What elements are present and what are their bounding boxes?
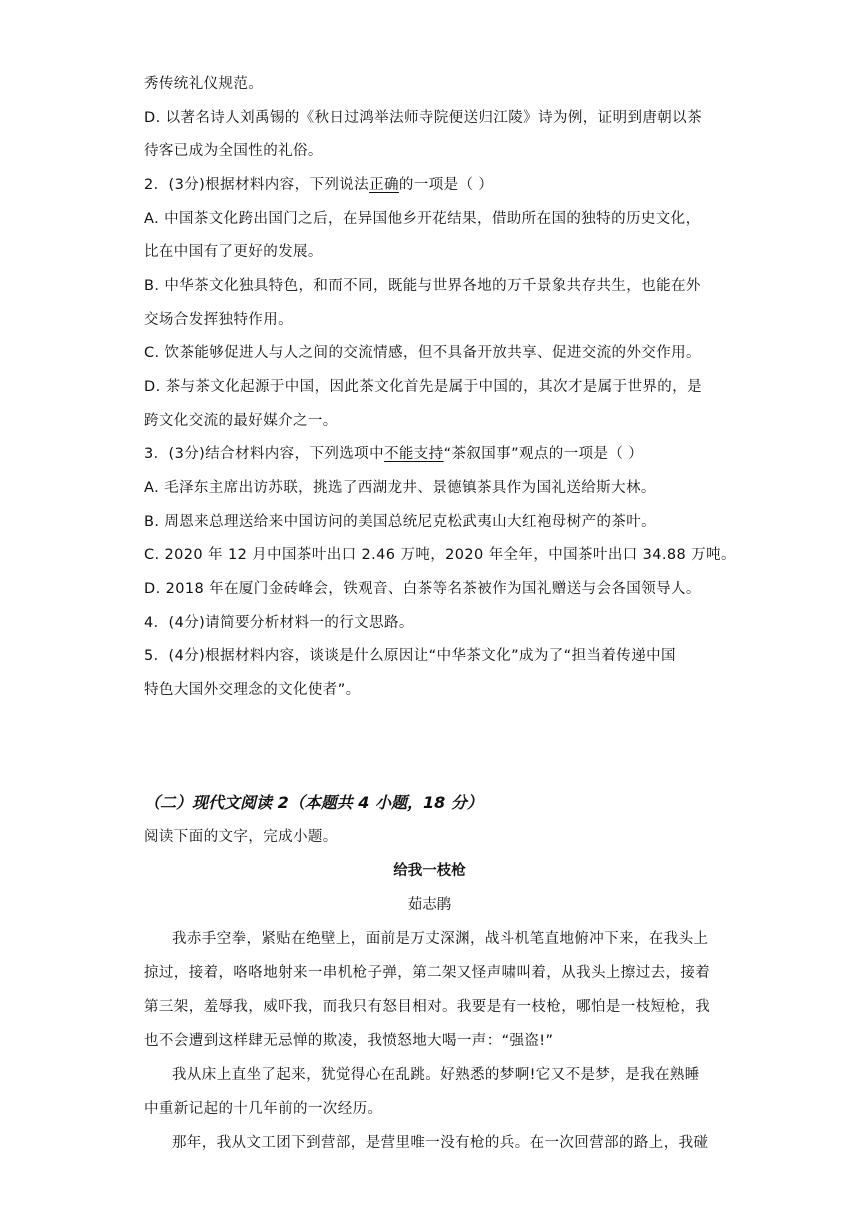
paragraph-1-line: 我赤手空拳，紧贴在绝壁上，面前是万丈深渊，战斗机笔直地俯冲下来，在我头上 [172,931,709,947]
q3-stem-underlined: 不能支持 [383,446,444,462]
q2-stem-suffix: 的一项是（ ） [398,177,494,193]
q2-stem-prefix: 2．(3分)根据材料内容，下列说法 [144,177,370,193]
section-heading: （二）现代文阅读 2（本题共 4 小题，18 分） [144,793,483,812]
q2-option-d-line1: D. 茶与茶文化起源于中国，因此茶文化首先是属于中国的，其次才是属于世界的，是 [144,379,702,395]
q3-stem-prefix: 3．(3分)结合材料内容，下列选项中 [144,446,384,462]
q2-stem [144,175,493,195]
q5-stem-line1: 5．(4分)根据材料内容，谈谈是什么原因让“中华茶文化”成为了“担当着传递中国 [144,648,676,664]
q2-option-a-line2: 比在中国有了更好的发展。 [144,244,323,260]
q2-option-b-line2: 交场合发挥独特作用。 [144,312,293,328]
q1-option-d-line2: 待客已成为全国性的礼俗。 [144,143,323,159]
q3-stem-suffix: “茶叙国事”观点的一项是（ ） [443,446,644,462]
paragraph-1-line: 也不会遭到这样肆无忌惮的欺凌，我愤怒地大喝一声：“强盗!” [144,1033,554,1049]
q4-stem: 4．(4分)请简要分析材料一的行文思路。 [144,615,414,631]
q2-option-b-line1: B. 中华茶文化独具特色，和而不同，既能与世界各地的万千景象共存共生，也能在外 [144,278,701,294]
reading-instruction: 阅读下面的文字，完成小题。 [144,829,338,845]
paragraph-1-line: 第三架，羞辱我，威吓我，而我只有怒目相对。我要是有一枝枪，哪怕是一枝短枪，我 [144,999,711,1015]
q2-stem-underlined: 正确 [369,177,399,193]
article-title: 给我一枝枪 [393,863,466,879]
article-author: 茹志鹃 [407,897,452,913]
q3-option-b: B. 周恩来总理送给来中国访问的美国总统尼克松武夷山大红袍母树产的茶叶。 [144,514,657,530]
paragraph-3-line: 那年，我从文工团下到营部，是营里唯一没有枪的兵。在一次回营部的路上，我碰 [172,1135,709,1151]
paragraph-2-line: 中重新记起的十几年前的一次经历。 [144,1101,383,1117]
q1-option-c-continuation: 秀传统礼仪规范。 [144,76,264,92]
q3-option-d: D. 2018 年在厦门金砖峰会，铁观音、白茶等名茶被作为国礼赠送与会各国领导人。 [144,581,701,597]
q2-option-c: C. 饮茶能够促进人与人之间的交流情感，但不具备开放共享、促进交流的外交作用。 [144,345,701,361]
q3-stem [144,444,643,464]
q3-option-c: C. 2020 年 12 月中国茶叶出口 2.46 万吨，2020 年全年，中国茶叶出口 34.88 万吨。 [144,547,736,563]
q2-option-d-line2: 跨文化交流的最好媒介之一。 [144,413,338,429]
paragraph-2-line: 我从床上直坐了起来，犹觉得心在乱跳。好熟悉的梦啊!它又不是梦，是我在熟睡 [172,1067,700,1083]
q2-option-a-line1: A. 中国茶文化跨出国门之后，在异国他乡开花结果，借助所在国的独特的历史文化， [144,211,701,227]
q1-option-d-line1: D. 以著名诗人刘禹锡的《秋日过鸿举法师寺院便送归江陵》诗为例，证明到唐朝以茶 [144,110,702,126]
q5-stem-line2: 特色大国外交理念的文化使者”。 [144,682,361,698]
q3-option-a: A. 毛泽东主席出访苏联，挑选了西湖龙井、景德镇茶具作为国礼送给斯大林。 [144,480,656,496]
paragraph-1-line: 掠过，接着，咯咯地射来一串机枪子弹，第二架又怪声啸叫着，从我头上擦过去，接着 [144,965,711,981]
